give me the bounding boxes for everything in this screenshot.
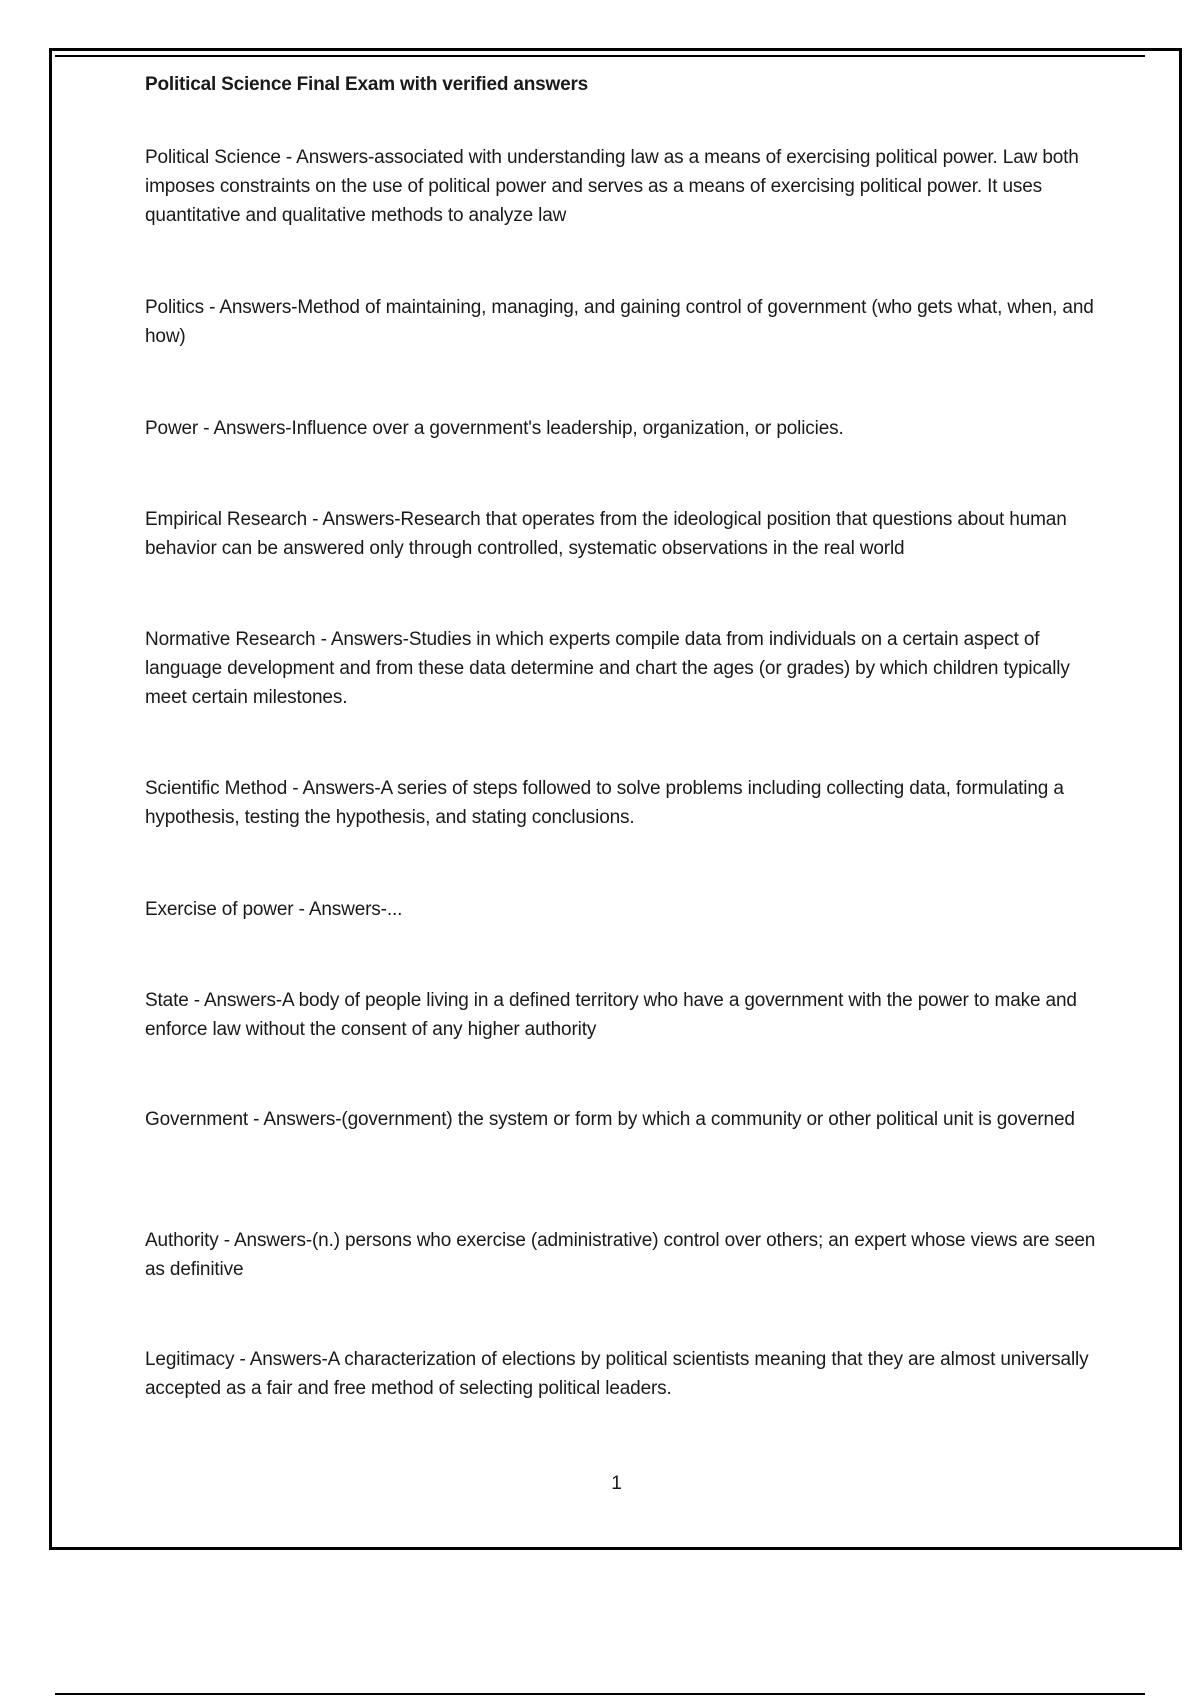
entry-authority: Authority - Answers-(n.) persons who exercise (administrative) control over others; an expert whose views are seen as definitive [145, 1230, 1096, 1280]
entry-empirical-research: Empirical Research - Answers-Research that operates from the ideological position that questions about human behavior can be answered only through controlled, systematic observations in the real world [145, 509, 1067, 559]
next-page-rule [55, 1693, 1145, 1695]
entry-government: Government - Answers-(government) the system or form by which a community or other political unit is governed [145, 1109, 1075, 1130]
entry-legitimacy: Legitimacy - Answers-A characterization of elections by political scientists meaning that they are almost universally accepted as a fair and free method of selecting political leaders. [145, 1349, 1089, 1399]
entry-normative-research: Normative Research - Answers-Studies in which experts compile data from individuals on a certain aspect of language development and from these data determine and chart the ages (or grades) by which children typically meet certain milestones. [145, 629, 1070, 708]
header-rule [55, 55, 1145, 57]
entry-state: State - Answers-A body of people living in a defined territory who have a government with the power to make and enforce law without the consent of any higher authority [145, 990, 1077, 1040]
entry-exercise-of-power: Exercise of power - Answers-... [145, 899, 403, 920]
entry-politics: Politics - Answers-Method of maintaining, managing, and gaining control of government (who gets what, when, and how) [145, 297, 1094, 347]
entry-power: Power - Answers-Influence over a government's leadership, organization, or policies. [145, 418, 844, 439]
page-number: 1 [611, 1473, 622, 1494]
document-title: Political Science Final Exam with verified answers [145, 74, 589, 95]
entry-scientific-method: Scientific Method - Answers-A series of steps followed to solve problems including collecting data, formulating a hypothesis, testing the hypothesis, and stating conclusions. [145, 778, 1064, 828]
entry-political-science: Political Science - Answers-associated with understanding law as a means of exercising political power. Law both imposes constraints on the use of political power and serves as a means of exercising political power. It uses quantitative and qualitative methods to analyze law [145, 147, 1079, 226]
